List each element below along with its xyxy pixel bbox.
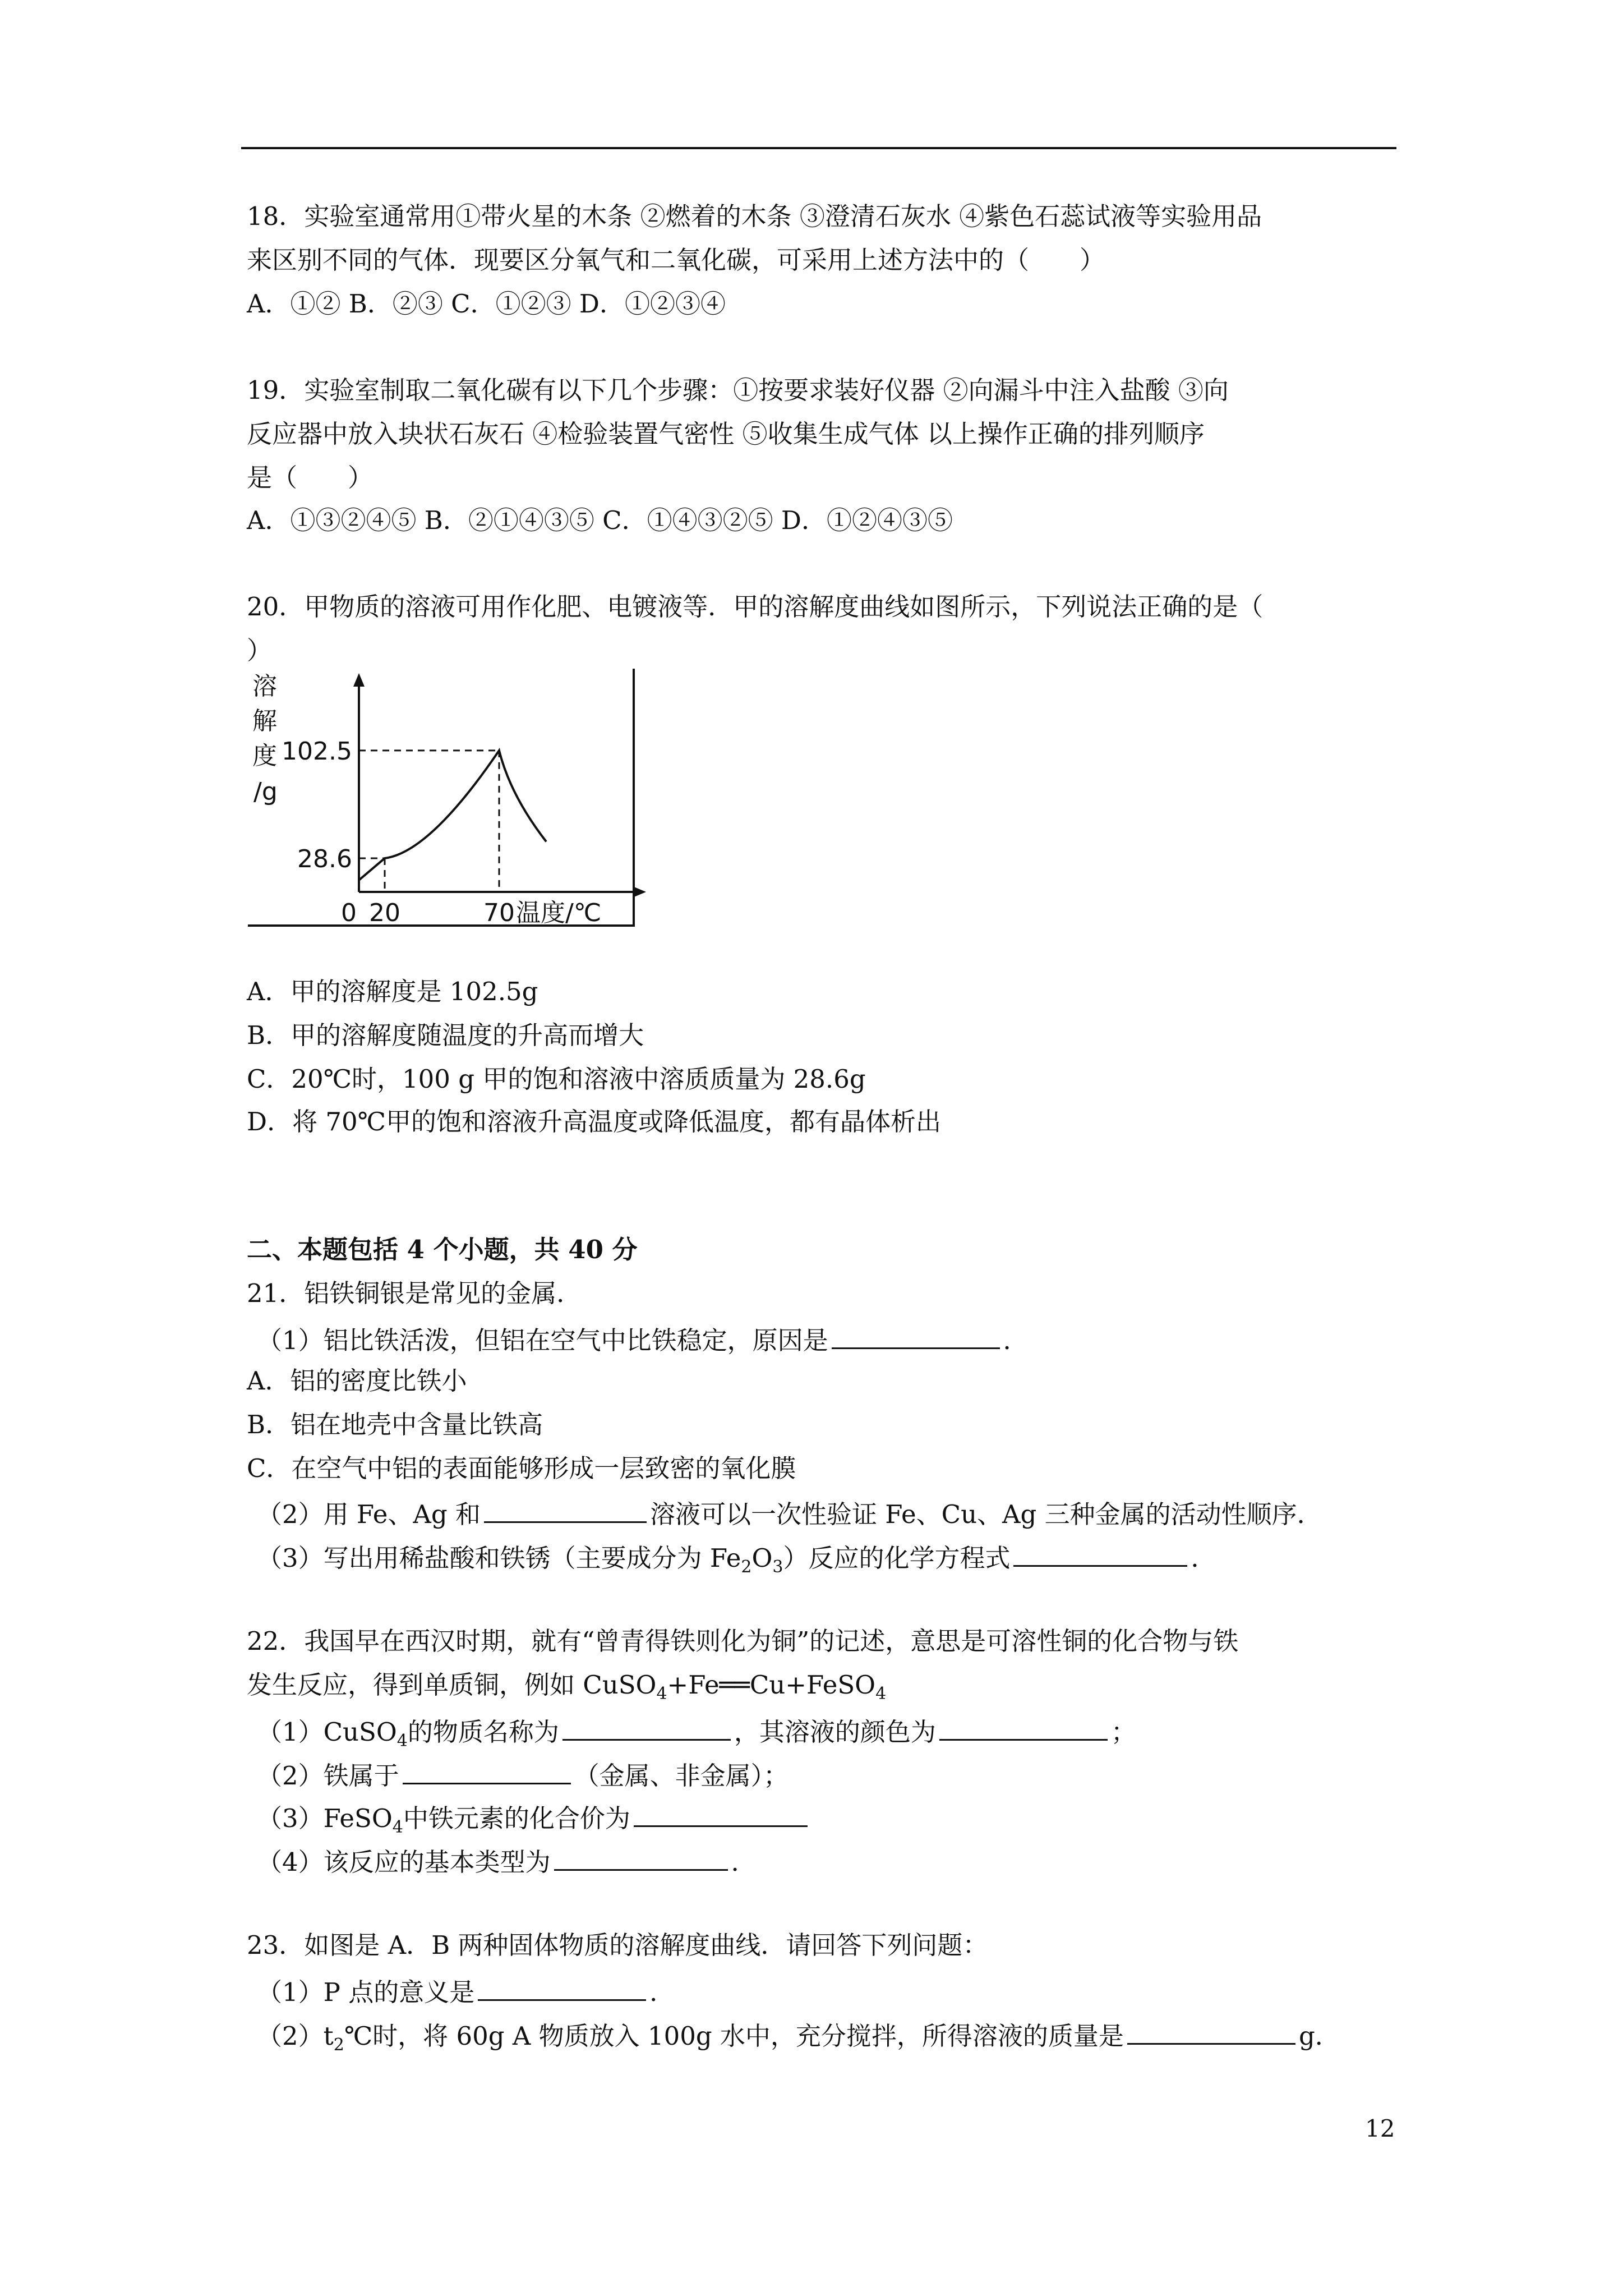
q21-part2-text: （2）用 Fe、Ag 和: [257, 1499, 481, 1529]
subscript: 2: [333, 2035, 344, 2055]
x-tick-label: 70: [483, 899, 515, 927]
q22-part2: [257, 1756, 789, 1793]
q18-options: A．①② B．②③ C．①②③ D．①②③④: [247, 289, 726, 319]
y-label-char: 解: [252, 707, 277, 735]
q22-part3-text: （3）FeSO: [257, 1803, 393, 1833]
answer-blank[interactable]: [484, 1494, 647, 1523]
q22-part1-text: （1）CuSO: [257, 1717, 397, 1747]
q20-line2: ）: [247, 636, 273, 665]
x-axis-label: 温度/℃: [516, 899, 602, 927]
answer-blank[interactable]: [403, 1756, 571, 1784]
q19-line1: 19．实验室制取二氧化碳有以下几个步骤：①按要求装好仪器 ②向漏斗中注入盐酸 ③向: [247, 375, 1229, 405]
q22-line1: 22．我国早在西汉时期，就有“曾青得铁则化为铜”的记述，意思是可溶性铜的化合物与铁: [247, 1626, 1239, 1656]
q21-option-a: A．铝的密度比铁小: [247, 1366, 467, 1396]
q21-part2: [257, 1494, 1322, 1531]
subscript: 4: [656, 1684, 667, 1704]
y-label-char: /g: [253, 777, 278, 806]
answer-blank[interactable]: [554, 1842, 728, 1871]
q21-part1: [257, 1320, 1029, 1358]
subscript: 3: [772, 1557, 783, 1577]
q20-option-d: D．将 70℃甲的饱和溶液升高温度或降低温度，都有晶体析出: [247, 1107, 941, 1137]
page-number: 12: [1365, 2115, 1395, 2142]
q21-part2-rest: 溶液可以一次性验证 Fe、Cu、Ag 三种金属的活动性顺序．: [649, 1499, 1322, 1529]
answer-blank[interactable]: [1127, 2016, 1295, 2045]
x-tick-label: 20: [369, 899, 400, 927]
q19-options: A．①③②④⑤ B．②①④③⑤ C．①④③②⑤ D．①②④③⑤: [247, 505, 953, 535]
q19-line2: 反应器中放入块状石灰石 ④检验装置气密性 ⑤收集生成气体 以上操作正确的排列顺序: [247, 419, 1205, 449]
q21-part3-text: （3）写出用稀盐酸和铁锈（主要成分为 Fe: [257, 1543, 741, 1573]
q23-part1: [257, 1972, 675, 2009]
answer-blank[interactable]: [1013, 1538, 1187, 1567]
q20-option-a: A．甲的溶解度是 102.5g: [247, 977, 538, 1006]
q23-part1-end: ．: [649, 1977, 675, 2007]
section-title: 二、本题包括 4 个小题，共 40 分: [247, 1235, 638, 1264]
solubility-chart: [247, 668, 651, 942]
q23-part1-text: （1）P 点的意义是: [257, 1977, 475, 2007]
q20-option-b: B．甲的溶解度随温度的升高而增大: [247, 1020, 644, 1050]
y-label-char: 溶: [252, 672, 277, 701]
q22-part1-mid: 的物质名称为: [407, 1717, 559, 1747]
answer-blank[interactable]: [478, 1972, 646, 2001]
q21-stem: 21．铝铁铜银是常见的金属．: [247, 1278, 582, 1308]
q22-line2-text: 发生反应，得到单质铜，例如 CuSO: [247, 1670, 657, 1700]
answer-blank[interactable]: [634, 1798, 808, 1827]
subscript: 4: [392, 1818, 403, 1837]
solubility-curve: [359, 751, 546, 880]
q19-line3: 是（ ）: [247, 463, 374, 493]
q22-part1-rest: ，其溶液的颜色为: [734, 1717, 936, 1747]
y-label-char: 度: [252, 742, 277, 770]
q22-line2-rest: +Fe══Cu+FeSO: [667, 1670, 876, 1700]
q22-part2-text: （2）铁属于: [257, 1761, 399, 1791]
q23-part2: [257, 2016, 1340, 2062]
q22-part4-text: （4）该反应的基本类型为: [257, 1847, 551, 1877]
q21-part3: [257, 1538, 1216, 1584]
q22-part4-end: ．: [731, 1847, 757, 1877]
y-tick-label: 102.5: [282, 737, 352, 766]
q22-part3: [257, 1798, 811, 1844]
q21-part1-text: （1）铝比铁活泼，但铝在空气中比铁稳定，原因是: [257, 1326, 828, 1355]
subscript: 2: [741, 1557, 752, 1577]
q22-part4: [257, 1842, 757, 1879]
q21-part3-end: ．: [1191, 1543, 1216, 1573]
subscript: 4: [396, 1731, 408, 1751]
formula-text: O: [751, 1543, 773, 1573]
y-axis-arrow: [353, 673, 365, 687]
y-label: [252, 672, 278, 806]
q23-part2-rest: ℃时，将 60g A 物质放入 100g 水中，充分搅拌，所得溶液的质量是: [344, 2021, 1124, 2051]
answer-blank[interactable]: [562, 1712, 731, 1741]
x-tick-label: 0: [341, 899, 357, 927]
q21-part3-rest: ）反应的化学方程式: [783, 1543, 1011, 1573]
q23-stem: 23．如图是 A．B 两种固体物质的溶解度曲线．请回答下列问题：: [247, 1930, 988, 1960]
q18-line2: 来区别不同的气体．现要区分氧气和二氧化碳，可采用上述方法中的（ ）: [247, 245, 1105, 275]
answer-blank[interactable]: [939, 1712, 1108, 1741]
q20-line1: 20．甲物质的溶液可用作化肥、电镀液等．甲的溶解度曲线如图所示，下列说法正确的是（: [247, 592, 1264, 622]
q20-option-c: C．20℃时，100 g 甲的饱和溶液中溶质质量为 28.6g: [247, 1064, 866, 1094]
q21-part1-end: ．: [1003, 1326, 1029, 1355]
q23-part2-end: g．: [1298, 2021, 1340, 2051]
q22-line2: [247, 1668, 886, 1711]
subscript: 4: [875, 1684, 887, 1704]
q21-option-c: C．在空气中铝的表面能够形成一层致密的氧化膜: [247, 1453, 796, 1483]
q22-part1: [257, 1712, 1136, 1758]
q22-part3-rest: 中铁元素的化合价为: [403, 1803, 630, 1833]
q21-option-b: B．铝在地壳中含量比铁高: [247, 1410, 543, 1439]
header-rule: [241, 147, 1396, 149]
q18-line1: 18．实验室通常用①带火星的木条 ②燃着的木条 ③澄清石灰水 ④紫色石蕊试液等实验用品: [247, 201, 1262, 231]
q22-part2-rest: （金属、非金属）；: [574, 1761, 789, 1791]
q22-part1-end: ；: [1110, 1717, 1136, 1747]
answer-blank[interactable]: [832, 1320, 1000, 1349]
y-tick-label: 28.6: [297, 844, 352, 873]
q23-part2-text: （2）t: [257, 2021, 334, 2051]
